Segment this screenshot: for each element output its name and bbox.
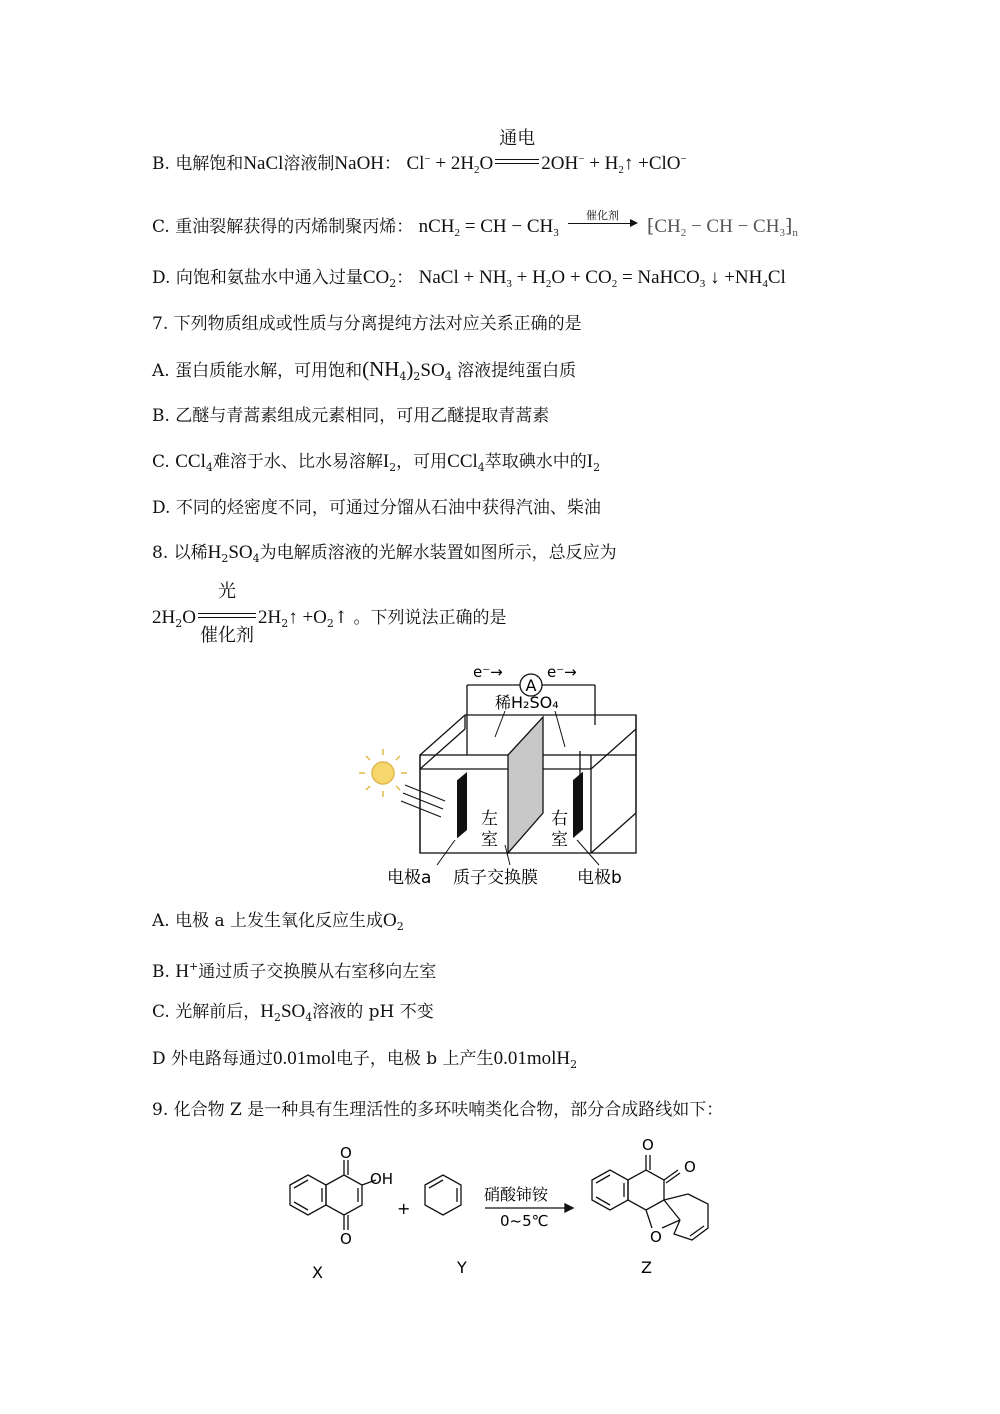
- text: 溶液制: [283, 154, 335, 174]
- option-7a: A. 蛋白质能水解，可用饱和$(NH_4)_2SO_4$ 溶液提纯蛋白质: [152, 357, 577, 383]
- formula: Cl: [767, 267, 786, 288]
- condition-bottom: 催化剂: [199, 625, 254, 646]
- option-6b: [152, 128, 687, 182]
- formula: ↑ +O: [288, 607, 327, 628]
- text: 溶液的 pH 不变: [312, 1002, 434, 1022]
- solution-label: 稀H₂SO₄: [495, 693, 559, 712]
- formula: Cl: [406, 153, 425, 174]
- text: ↑ 。下列说法正确的是: [333, 608, 507, 628]
- formula: 0.01molH: [493, 1048, 571, 1069]
- formula: H: [175, 961, 190, 982]
- formula: = NaHCO: [617, 267, 700, 288]
- option-label: D.: [152, 268, 171, 288]
- equation-product: $⁅CH_2$ − CH − $CH_3⁆_n$: [646, 216, 798, 239]
- question-8-equation: $2H_2O$ 光 催化剂 $2H_2↑$ $+O_2↑$ 。下列说法正确的是: [152, 581, 507, 646]
- text: D 外电路每通过: [152, 1049, 274, 1069]
- formula: (NH: [362, 357, 400, 381]
- oxygen-label: O: [642, 1136, 654, 1154]
- formula: nCH: [418, 216, 455, 237]
- compound-y-label: Y: [457, 1258, 467, 1277]
- condition-top: 光: [217, 581, 236, 602]
- formula: SO: [420, 360, 445, 381]
- formula: CO: [362, 267, 390, 288]
- formula: CCl: [175, 451, 206, 472]
- option-label: C.: [152, 452, 170, 472]
- right-room-label: 室: [551, 830, 568, 850]
- option-7c: C. CCl$_4$难溶于水、比水易溶解$I_2$，可用CCl$_4$萃取碘水中的$I_2$: [152, 451, 601, 474]
- oxygen-label: O: [340, 1230, 352, 1248]
- option-8b: B. H+通过质子交换膜从右室移向左室: [152, 960, 437, 982]
- equation: NaCl + $NH_3 + H_2O + CO_2$ = NaHCO$_3$ ↓ $+NH_4Cl$: [418, 267, 786, 290]
- question-7-stem: 7. 下列物质组成或性质与分离提纯方法对应关系正确的是: [152, 314, 582, 334]
- formula: + H: [584, 153, 619, 174]
- formula: − CH − CH: [686, 216, 780, 237]
- option-8d: D 外电路每通过0.01mol电子，电极 b 上产生0.01molH$_2$: [152, 1048, 578, 1071]
- compound-x-label: X: [312, 1263, 323, 1282]
- formula: 2H: [152, 607, 176, 628]
- oxygen-label: O: [650, 1228, 662, 1246]
- formula: CCl: [447, 451, 478, 472]
- formula: 2OH: [541, 153, 579, 174]
- option-8c: C. 光解前后，$H_2SO_4$溶液的 pH 不变: [152, 1001, 434, 1024]
- oxygen-label: O: [340, 1144, 352, 1162]
- membrane-label: 质子交换膜: [453, 868, 538, 888]
- left-room-label: 左: [481, 809, 498, 829]
- formula: O + CO: [551, 267, 612, 288]
- option-label: B.: [152, 962, 170, 982]
- hydroxyl-label: OH: [370, 1170, 394, 1188]
- compound-z-label: Z: [641, 1258, 652, 1277]
- option-7b: B. 乙醚与青蒿素组成元素相同，可用乙醚提取青蒿素: [152, 406, 550, 426]
- text: 通过质子交换膜从右室移向左室: [198, 962, 437, 982]
- catalyst-label: 催化剂: [586, 209, 619, 222]
- text: 萃取碘水中的: [484, 452, 587, 472]
- formula: ↑ +ClO: [623, 153, 681, 174]
- reagent-label: 硝酸铈铵: [484, 1185, 549, 1204]
- electron-flow-left: e⁻→: [473, 663, 503, 681]
- option-label: C.: [152, 217, 170, 237]
- formula: ⁆: [784, 216, 793, 237]
- text: ，可用: [396, 452, 448, 472]
- formula: = CH − CH: [460, 216, 554, 237]
- formula: ⁅CH: [646, 216, 681, 237]
- formula: H: [207, 542, 222, 563]
- left-room-label: 室: [481, 830, 498, 850]
- photolysis-apparatus-diagram: [355, 655, 655, 895]
- text: 溶液提纯蛋白质: [457, 361, 577, 381]
- option-8a: A. 电极 a 上发生氧化反应生成$O_2$: [152, 910, 404, 933]
- electrode-a-label: 电极a: [387, 868, 432, 888]
- sun-icon: [359, 749, 407, 797]
- ammeter-label: A: [525, 676, 537, 695]
- formula: NaCl: [243, 153, 284, 174]
- text: 向饱和氨盐水中通入过量: [175, 268, 363, 288]
- formula: ↓ +NH: [705, 267, 763, 288]
- formula: NaOH: [334, 153, 385, 174]
- equation: nCH$_2$ = CH − $CH_3$: [418, 216, 559, 239]
- question-9-stem: 9. 化合物 Z 是一种具有生理活性的多环呋喃类化合物，部分合成路线如下：: [152, 1100, 724, 1120]
- formula: 0.01mol: [273, 1048, 336, 1069]
- text: 电子，电极 b 上产生: [335, 1049, 494, 1069]
- text: 重油裂解获得的丙烯制聚丙烯：: [175, 217, 414, 237]
- formula: O: [182, 607, 196, 628]
- formula: I: [586, 451, 594, 472]
- electrode-a: [457, 772, 467, 838]
- formula: I: [382, 451, 390, 472]
- formula: H: [260, 1001, 274, 1022]
- condition-text: 通电: [499, 128, 536, 148]
- option-label: B.: [152, 154, 170, 174]
- condition: [495, 128, 539, 176]
- plus-sign: +: [397, 1199, 411, 1218]
- text: A. 蛋白质能水解，可用饱和: [152, 361, 363, 381]
- text: A. 电极 a 上发生氧化反应生成: [152, 911, 384, 931]
- option-6c: [152, 209, 798, 245]
- formula: + H: [511, 267, 546, 288]
- text: 难溶于水、比水易溶解: [212, 452, 383, 472]
- temperature-label: 0~5℃: [500, 1212, 549, 1230]
- electrode-b-label: 电极b: [577, 868, 622, 888]
- formula: ): [406, 357, 414, 381]
- right-room-label: 右: [551, 809, 568, 829]
- text: ：: [396, 268, 414, 288]
- electrode-b: [573, 772, 583, 838]
- formula: 2H: [257, 607, 282, 628]
- formula: O: [383, 910, 397, 931]
- formula: + 2H: [430, 153, 475, 174]
- catalyst-arrow: [568, 209, 638, 230]
- equation: $Cl^- + 2H_2O$ 通电 $2OH^- + H_2↑ +ClO^-$: [406, 128, 687, 176]
- formula: SO: [228, 542, 253, 563]
- question-8-stem: 8. 以稀$H_2SO_4$为电解质溶液的光解水装置如图所示，总反应为: [152, 542, 617, 565]
- electron-flow-right: e⁻→: [547, 663, 577, 681]
- text: 电解饱和: [175, 154, 244, 174]
- light-rays-icon: [401, 785, 445, 817]
- condition: [198, 581, 256, 646]
- text: 8. 以稀: [152, 543, 208, 563]
- formula: NaCl + NH: [418, 267, 507, 288]
- formula: SO: [280, 1001, 306, 1022]
- subscript-n: n: [792, 227, 798, 239]
- text: 为电解质溶液的光解水装置如图所示，总反应为: [259, 543, 617, 563]
- text: ：: [384, 154, 402, 174]
- proton-exchange-membrane: [508, 717, 543, 853]
- text: C. 光解前后，: [152, 1002, 261, 1022]
- oxygen-label: O: [684, 1158, 696, 1176]
- option-7d: D. 不同的烃密度不同，可通过分馏从石油中获得汽油、柴油: [152, 498, 601, 518]
- synthesis-route-diagram: [260, 1130, 740, 1285]
- option-6d: D. 向饱和氨盐水中通入过量$CO_2$： NaCl + $NH_3 + H_2O + CO_2$ = NaHCO$_3$ ↓ $+NH_4Cl$: [152, 267, 786, 290]
- formula: O: [479, 153, 494, 174]
